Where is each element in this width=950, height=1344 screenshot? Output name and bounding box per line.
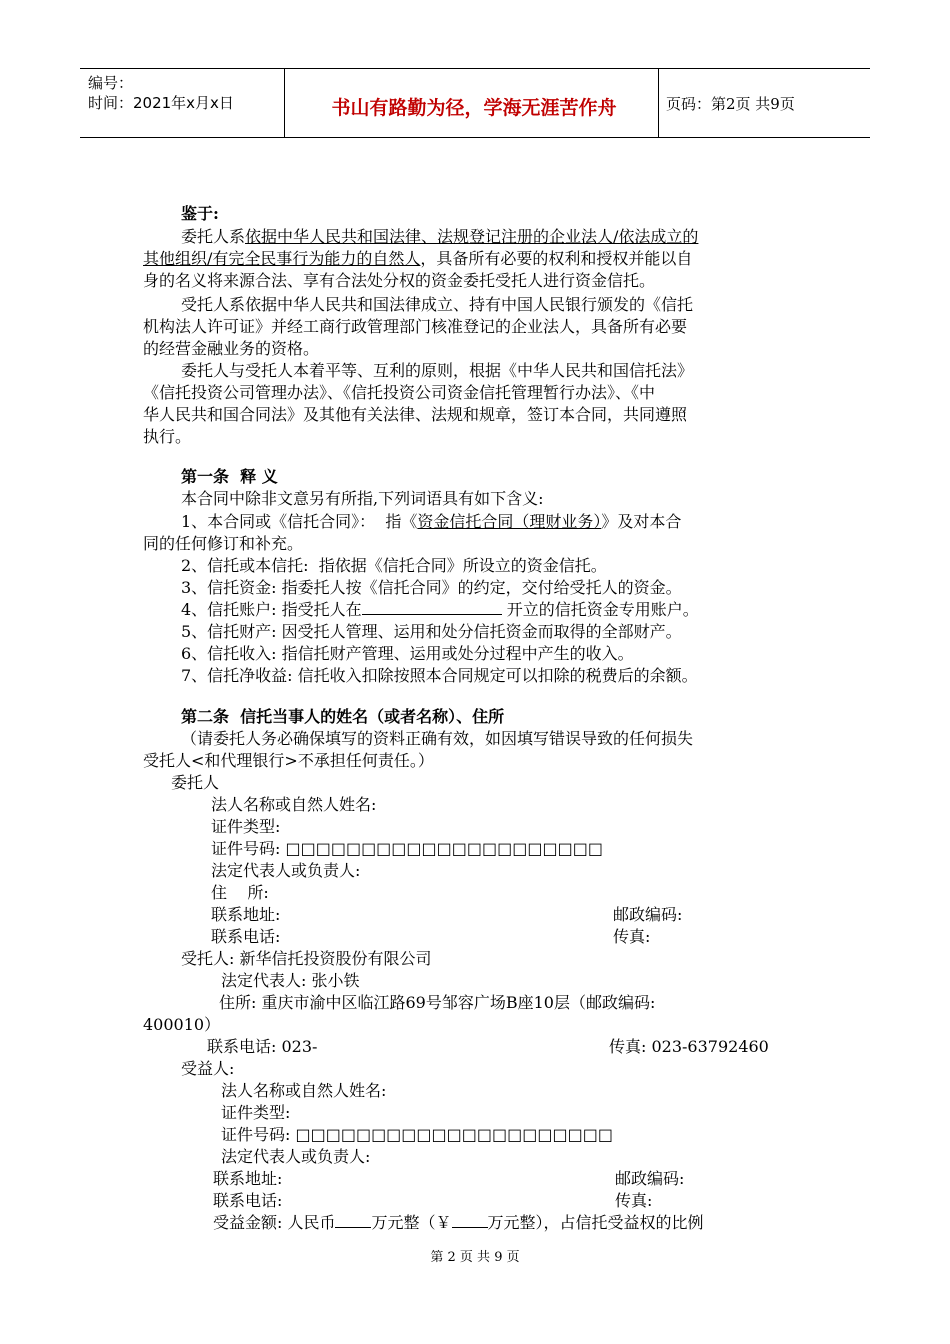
header-divider [658,69,659,137]
header-motto: 书山有路勤为径，学海无涯苦作舟 [331,97,617,119]
preamble-underlined-text: 其他组织/有完全民事行为能力的自然人 [143,249,421,268]
preamble-paragraph-line: 其他组织/有完全民事行为能力的自然人，具备所有必要的权利和授权并能以自 [143,249,693,268]
trustee-title: 受托人: 新华信托投资股份有限公司 [181,949,432,968]
blank-field [452,1212,488,1228]
article-2-heading: 第二条 信托当事人的姓名（或者名称）、住所 [181,707,505,726]
preamble-paragraph-line: 华人民共和国合同法》及其他有关法律、法规和规章，签订本合同，共同遵照 [143,405,688,424]
preamble-paragraph-line: 的经营金融业务的资格。 [143,339,320,358]
preamble-paragraph-line: 委托人系依据中华人民共和国法律、法规登记注册的企业法人/依法成立的 [181,227,699,246]
preamble-paragraph-line: 执行。 [143,427,192,446]
trustee-fax: 传真: 023-63792460 [609,1037,769,1056]
definition-2: 2、信托或本信托: 指依据《信托合同》所设立的资金信托。 [181,556,607,575]
settlor-id-type-label: 证件类型: [211,817,281,836]
preamble-underlined-text: 依据中华人民共和国法律、法规登记注册的企业法人/依法成立的 [245,227,699,246]
article-2-note: 受托人<和代理银行>不承担任何责任。） [143,751,434,770]
beneficiary-id-number-label: 证件号码: □□□□□□□□□□□□□□□□□□□□□ [221,1125,613,1144]
settlor-address-label: 联系地址: [211,905,281,924]
document-date-label: 时间：2021年x月x日 [88,94,234,112]
trustee-phone: 联系电话: 023- [207,1037,318,1056]
beneficiary-fax-label: 传真: [615,1191,653,1210]
definition-6: 6、信托收入: 指信托财产管理、运用或处分过程中产生的收入。 [181,644,634,663]
definition-7: 7、信托净收益: 信托收入扣除按照本合同规定可以扣除的税费后的余额。 [181,666,698,685]
definition-4: 4、信托账户: 指受托人在 开立的信托资金专用账户。 [181,600,699,619]
definition-1-cont: 同的任何修订和补充。 [143,534,304,553]
beneficiary-amount: 受益金额: 人民币 万元整（￥ 万元整），占信托受益权的比例 [213,1213,704,1232]
page-header [80,68,870,138]
settlor-fax-label: 传真: [613,927,651,946]
preamble-paragraph-line: 委托人与受托人本着平等、互利的原则，根据《中华人民共和国信托法》 [181,361,694,380]
preamble-heading: 鉴于: [181,204,219,223]
beneficiary-address-label: 联系地址: [213,1169,283,1188]
definition-3: 3、信托资金: 指委托人按《信托合同》的约定，交付给受托人的资金。 [181,578,682,597]
page-footer: 第 2 页 共 9 页 [430,1250,520,1265]
preamble-paragraph-line: 机构法人许可证》并经工商行政管理部门核准登记的企业法人，具备所有必要 [143,317,688,336]
article-1-heading: 第一条 释 义 [181,467,278,486]
preamble-paragraph-line: 《信托投资公司管理办法》、《信托投资公司资金信托管理暂行办法》、《中 [143,383,656,402]
beneficiary-postcode-label: 邮政编码: [615,1169,685,1188]
settlor-name-label: 法人名称或自然人姓名: [211,795,377,814]
settlor-postcode-label: 邮政编码: [613,905,683,924]
trustee-domicile: 住所: 重庆市渝中区临江路69号邹容广场B座10层（邮政编码: [219,993,656,1012]
settlor-rep-label: 法定代表人或负责人: [211,861,361,880]
blank-field [362,599,502,615]
article-1-intro: 本合同中除非文意另有所指,下列词语具有如下含义: [181,489,544,508]
settlor-id-number-label: 证件号码: □□□□□□□□□□□□□□□□□□□□□ [211,839,603,858]
beneficiary-name-label: 法人名称或自然人姓名: [221,1081,387,1100]
settlor-phone-label: 联系电话: [211,927,281,946]
beneficiary-rep-label: 法定代表人或负责人: [221,1147,371,1166]
header-page-number: 页码：第2页 共9页 [666,95,795,113]
preamble-paragraph-line: 受托人系依据中华人民共和国法律成立、持有中国人民银行颁发的《信托 [181,295,694,314]
blank-field [335,1212,371,1228]
preamble-paragraph-line: 身的名义将来源合法、享有合法处分权的资金委托受托人进行资金信托。 [143,271,656,290]
definition-5: 5、信托财产: 因受托人管理、运用和处分信托资金而取得的全部财产。 [181,622,682,641]
trustee-rep: 法定代表人: 张小铁 [221,971,360,990]
definition-1: 1、本合同或《信托合同》： 指《资金信托合同（理财业务）》及对本合 [181,512,682,531]
settlor-domicile-label: 住 所: [211,883,269,902]
trustee-domicile-cont: 400010） [143,1015,221,1034]
article-2-note: （请委托人务必确保填写的资料正确有效，如因填写错误导致的任何损失 [181,729,694,748]
settlor-title: 委托人 [171,773,220,792]
contract-name-underlined: 资金信托合同（理财业务） [417,512,602,531]
beneficiary-title: 受益人: [181,1059,235,1078]
beneficiary-id-type-label: 证件类型: [221,1103,291,1122]
beneficiary-phone-label: 联系电话: [213,1191,283,1210]
document-number-label: 编号： [88,74,134,92]
header-meta [88,73,234,113]
